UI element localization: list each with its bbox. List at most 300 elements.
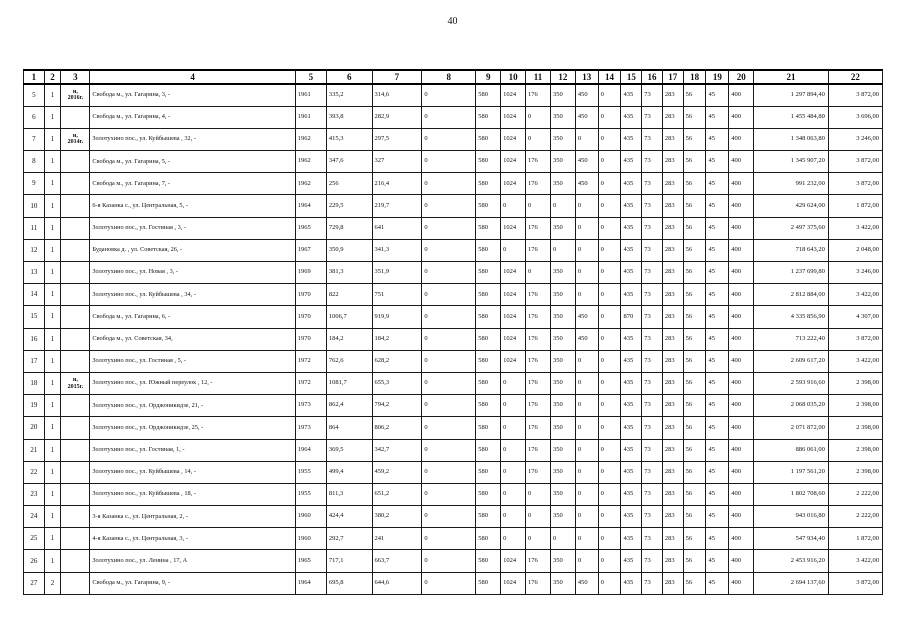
- cell-col-8: 0: [422, 106, 476, 128]
- cell-col-13: 0: [575, 284, 598, 306]
- cell-col-3: [61, 173, 90, 195]
- cell-col-15: 435: [621, 106, 642, 128]
- cell-col-10: 1024: [501, 106, 526, 128]
- cell-col-14: 0: [598, 372, 621, 394]
- cell-col-18: 56: [683, 84, 706, 106]
- cell-col-20: 400: [729, 239, 754, 261]
- cell-col-17: 283: [662, 395, 683, 417]
- cell-col-7: 628,2: [372, 350, 422, 372]
- cell-col-22: 3 696,00: [828, 106, 882, 128]
- cell-col-8: 0: [422, 173, 476, 195]
- cell-col-4: Золотухино пос., ул. Гостиная, 1, -: [90, 439, 295, 461]
- cell-col-22: 2 222,00: [828, 483, 882, 505]
- cell-col-6: 762,6: [326, 350, 372, 372]
- cell-col-2: 1: [44, 284, 61, 306]
- cell-col-22: 3 872,00: [828, 151, 882, 173]
- column-header-2: 2: [44, 70, 61, 84]
- cell-col-20: 400: [729, 195, 754, 217]
- cell-col-4: Свобода м., ул. Советская, 34,: [90, 328, 295, 350]
- cell-col-19: 45: [706, 151, 729, 173]
- cell-col-7: 651,2: [372, 483, 422, 505]
- cell-col-12: 350: [550, 550, 575, 572]
- cell-col-15: 435: [621, 417, 642, 439]
- cell-col-10: 1024: [501, 262, 526, 284]
- cell-col-13: 0: [575, 506, 598, 528]
- cell-col-15: 435: [621, 506, 642, 528]
- cell-col-11: 176: [526, 461, 551, 483]
- table-row: [24, 572, 883, 594]
- cell-col-3: [61, 306, 90, 328]
- cell-col-12: 350: [550, 128, 575, 150]
- cell-col-22: 2 398,00: [828, 417, 882, 439]
- cell-col-20: 400: [729, 328, 754, 350]
- cell-col-10: 1024: [501, 306, 526, 328]
- column-header-12: 12: [550, 70, 575, 84]
- cell-col-12: 0: [550, 528, 575, 550]
- cell-col-3: [61, 350, 90, 372]
- table-row: [24, 173, 883, 195]
- cell-col-9: 580: [476, 217, 501, 239]
- cell-col-13: 0: [575, 439, 598, 461]
- cell-col-6: 229,5: [326, 195, 372, 217]
- cell-col-15: 435: [621, 395, 642, 417]
- cell-col-16: 73: [642, 372, 663, 394]
- cell-col-10: 1024: [501, 84, 526, 106]
- cell-col-16: 73: [642, 528, 663, 550]
- cell-col-9: 580: [476, 84, 501, 106]
- cell-col-4: Свобода м., ул. Гагарина, 6, -: [90, 306, 295, 328]
- cell-col-13: 0: [575, 461, 598, 483]
- cell-col-18: 56: [683, 439, 706, 461]
- cell-col-6: 729,8: [326, 217, 372, 239]
- cell-col-20: 400: [729, 483, 754, 505]
- cell-col-10: 1024: [501, 350, 526, 372]
- cell-col-13: 0: [575, 128, 598, 150]
- cell-col-22: 1 872,00: [828, 195, 882, 217]
- cell-col-21: 429 624,00: [754, 195, 829, 217]
- cell-col-14: 0: [598, 439, 621, 461]
- cell-col-21: 2 812 884,00: [754, 284, 829, 306]
- cell-col-9: 580: [476, 239, 501, 261]
- cell-col-7: 794,2: [372, 395, 422, 417]
- cell-col-2: 1: [44, 106, 61, 128]
- cell-col-18: 56: [683, 173, 706, 195]
- cell-col-12: 350: [550, 151, 575, 173]
- cell-col-3: [61, 328, 90, 350]
- cell-col-16: 73: [642, 151, 663, 173]
- cell-col-9: 580: [476, 506, 501, 528]
- cell-col-22: 3 872,00: [828, 173, 882, 195]
- cell-col-19: 45: [706, 506, 729, 528]
- cell-col-9: 580: [476, 284, 501, 306]
- cell-col-9: 580: [476, 550, 501, 572]
- cell-col-12: 350: [550, 395, 575, 417]
- cell-col-13: 0: [575, 195, 598, 217]
- cell-col-11: 176: [526, 550, 551, 572]
- column-header-1: 1: [24, 70, 45, 84]
- cell-col-14: 0: [598, 328, 621, 350]
- cell-col-12: 350: [550, 372, 575, 394]
- cell-col-14: 0: [598, 417, 621, 439]
- cell-col-16: 73: [642, 84, 663, 106]
- cell-col-6: 350,9: [326, 239, 372, 261]
- cell-col-12: 350: [550, 572, 575, 594]
- cell-col-20: 400: [729, 128, 754, 150]
- cell-col-5: 1955: [295, 461, 326, 483]
- cell-col-2: 1: [44, 395, 61, 417]
- cell-col-3: [61, 506, 90, 528]
- cell-col-18: 56: [683, 550, 706, 572]
- cell-col-14: 0: [598, 262, 621, 284]
- cell-col-12: 350: [550, 439, 575, 461]
- cell-col-14: 0: [598, 483, 621, 505]
- cell-col-17: 283: [662, 239, 683, 261]
- cell-col-16: 73: [642, 483, 663, 505]
- cell-col-10: 1024: [501, 173, 526, 195]
- cell-col-1: 24: [24, 506, 45, 528]
- cell-col-21: 547 934,40: [754, 528, 829, 550]
- cell-col-20: 400: [729, 528, 754, 550]
- cell-col-12: 350: [550, 483, 575, 505]
- cell-col-1: 21: [24, 439, 45, 461]
- cell-col-15: 435: [621, 128, 642, 150]
- header-row: [24, 70, 883, 84]
- cell-col-19: 45: [706, 550, 729, 572]
- cell-col-5: 1970: [295, 284, 326, 306]
- cell-col-13: 0: [575, 372, 598, 394]
- cell-col-15: 435: [621, 173, 642, 195]
- cell-col-11: 176: [526, 217, 551, 239]
- column-header-15: 15: [621, 70, 642, 84]
- cell-col-18: 56: [683, 506, 706, 528]
- cell-col-22: 2 222,00: [828, 506, 882, 528]
- cell-col-6: 717,1: [326, 550, 372, 572]
- cell-col-20: 400: [729, 550, 754, 572]
- cell-col-15: 435: [621, 84, 642, 106]
- cell-col-7: 644,6: [372, 572, 422, 594]
- column-header-9: 9: [476, 70, 501, 84]
- cell-col-2: 1: [44, 262, 61, 284]
- column-header-17: 17: [662, 70, 683, 84]
- table-row: [24, 528, 883, 550]
- cell-col-22: 2 398,00: [828, 372, 882, 394]
- cell-col-4: Золотухино пос., ул. Ленина , 17, А: [90, 550, 295, 572]
- cell-col-20: 400: [729, 506, 754, 528]
- cell-col-7: 751: [372, 284, 422, 306]
- cell-col-7: 380,2: [372, 506, 422, 528]
- cell-col-11: 0: [526, 483, 551, 505]
- cell-col-10: 1024: [501, 328, 526, 350]
- cell-col-14: 0: [598, 284, 621, 306]
- cell-col-20: 400: [729, 173, 754, 195]
- cell-col-1: 23: [24, 483, 45, 505]
- cell-col-6: 424,4: [326, 506, 372, 528]
- cell-col-5: 1973: [295, 417, 326, 439]
- cell-col-16: 73: [642, 106, 663, 128]
- cell-col-9: 580: [476, 350, 501, 372]
- cell-col-17: 283: [662, 461, 683, 483]
- cell-col-6: 292,7: [326, 528, 372, 550]
- cell-col-16: 73: [642, 417, 663, 439]
- cell-col-7: 241: [372, 528, 422, 550]
- cell-col-19: 45: [706, 284, 729, 306]
- cell-col-18: 56: [683, 528, 706, 550]
- cell-col-8: 0: [422, 284, 476, 306]
- cell-col-21: 4 335 856,90: [754, 306, 829, 328]
- cell-col-4: Золотухино пос., ул. Куйбышева , 18, -: [90, 483, 295, 505]
- cell-col-13: 0: [575, 417, 598, 439]
- table-body: [24, 84, 883, 594]
- cell-col-2: 2: [44, 572, 61, 594]
- cell-col-12: 350: [550, 173, 575, 195]
- table-row: [24, 483, 883, 505]
- cell-col-18: 56: [683, 217, 706, 239]
- cell-col-10: 1024: [501, 550, 526, 572]
- cell-col-8: 0: [422, 372, 476, 394]
- table-row: [24, 106, 883, 128]
- cell-col-6: 862,4: [326, 395, 372, 417]
- column-header-16: 16: [642, 70, 663, 84]
- cell-col-7: 806,2: [372, 417, 422, 439]
- cell-col-3: [61, 572, 90, 594]
- cell-col-4: Будановка д. , ул. Советская, 26, -: [90, 239, 295, 261]
- cell-col-6: 369,5: [326, 439, 372, 461]
- cell-col-18: 56: [683, 572, 706, 594]
- cell-col-3: и, 2014г.: [61, 128, 90, 150]
- cell-col-8: 0: [422, 439, 476, 461]
- cell-col-4: Золотухино пос., ул. Куйбышева , 14, -: [90, 461, 295, 483]
- cell-col-2: 1: [44, 306, 61, 328]
- cell-col-5: 1972: [295, 372, 326, 394]
- cell-col-10: 0: [501, 528, 526, 550]
- table-row: [24, 550, 883, 572]
- table-header: [24, 70, 883, 84]
- cell-col-7: 314,6: [372, 84, 422, 106]
- cell-col-17: 283: [662, 328, 683, 350]
- column-header-10: 10: [501, 70, 526, 84]
- cell-col-17: 283: [662, 151, 683, 173]
- cell-col-22: 2 398,00: [828, 395, 882, 417]
- cell-col-15: 435: [621, 483, 642, 505]
- cell-col-9: 580: [476, 461, 501, 483]
- cell-col-10: 0: [501, 395, 526, 417]
- cell-col-17: 283: [662, 417, 683, 439]
- cell-col-2: 1: [44, 528, 61, 550]
- cell-col-13: 0: [575, 350, 598, 372]
- cell-col-5: 1970: [295, 328, 326, 350]
- cell-col-11: 176: [526, 328, 551, 350]
- cell-col-21: 2 068 035,20: [754, 395, 829, 417]
- cell-col-12: 350: [550, 262, 575, 284]
- cell-col-1: 10: [24, 195, 45, 217]
- table-row: [24, 262, 883, 284]
- cell-col-22: 2 398,00: [828, 439, 882, 461]
- cell-col-20: 400: [729, 439, 754, 461]
- cell-col-21: 2 497 375,60: [754, 217, 829, 239]
- cell-col-6: 499,4: [326, 461, 372, 483]
- cell-col-7: 219,7: [372, 195, 422, 217]
- cell-col-21: 1 237 699,80: [754, 262, 829, 284]
- cell-col-19: 45: [706, 128, 729, 150]
- cell-col-5: 1962: [295, 151, 326, 173]
- cell-col-18: 56: [683, 106, 706, 128]
- cell-col-22: 3 872,00: [828, 328, 882, 350]
- cell-col-6: 381,3: [326, 262, 372, 284]
- cell-col-11: 176: [526, 439, 551, 461]
- cell-col-19: 45: [706, 106, 729, 128]
- cell-col-9: 580: [476, 528, 501, 550]
- cell-col-13: 0: [575, 239, 598, 261]
- cell-col-8: 0: [422, 195, 476, 217]
- cell-col-17: 283: [662, 173, 683, 195]
- cell-col-14: 0: [598, 461, 621, 483]
- cell-col-8: 0: [422, 461, 476, 483]
- cell-col-10: 0: [501, 461, 526, 483]
- cell-col-7: 297,5: [372, 128, 422, 150]
- cell-col-5: 1955: [295, 483, 326, 505]
- cell-col-4: Золотухино пос., ул. Орджоникидзе, 21, -: [90, 395, 295, 417]
- cell-col-15: 435: [621, 350, 642, 372]
- cell-col-17: 283: [662, 284, 683, 306]
- cell-col-22: 3 872,00: [828, 572, 882, 594]
- cell-col-19: 45: [706, 239, 729, 261]
- cell-col-5: 1965: [295, 550, 326, 572]
- cell-col-12: 350: [550, 350, 575, 372]
- cell-col-1: 12: [24, 239, 45, 261]
- cell-col-8: 0: [422, 239, 476, 261]
- table-row: [24, 395, 883, 417]
- cell-col-9: 580: [476, 195, 501, 217]
- cell-col-14: 0: [598, 84, 621, 106]
- cell-col-9: 580: [476, 151, 501, 173]
- cell-col-1: 6: [24, 106, 45, 128]
- cell-col-15: 435: [621, 151, 642, 173]
- table-row: [24, 284, 883, 306]
- cell-col-9: 580: [476, 372, 501, 394]
- cell-col-11: 0: [526, 128, 551, 150]
- cell-col-16: 73: [642, 128, 663, 150]
- cell-col-19: 45: [706, 395, 729, 417]
- cell-col-5: 1970: [295, 306, 326, 328]
- cell-col-16: 73: [642, 506, 663, 528]
- cell-col-16: 73: [642, 306, 663, 328]
- cell-col-21: 718 643,20: [754, 239, 829, 261]
- cell-col-8: 0: [422, 217, 476, 239]
- cell-col-21: 2 609 617,20: [754, 350, 829, 372]
- cell-col-2: 1: [44, 350, 61, 372]
- cell-col-6: 256: [326, 173, 372, 195]
- cell-col-21: 1 345 907,20: [754, 151, 829, 173]
- cell-col-10: 0: [501, 506, 526, 528]
- cell-col-21: 886 061,00: [754, 439, 829, 461]
- table-row: [24, 350, 883, 372]
- cell-col-7: 184,2: [372, 328, 422, 350]
- cell-col-21: 2 694 137,60: [754, 572, 829, 594]
- cell-col-2: 1: [44, 128, 61, 150]
- cell-col-22: 2 398,00: [828, 461, 882, 483]
- cell-col-6: 335,2: [326, 84, 372, 106]
- column-header-13: 13: [575, 70, 598, 84]
- cell-col-9: 580: [476, 306, 501, 328]
- cell-col-5: 1962: [295, 128, 326, 150]
- cell-col-15: 435: [621, 572, 642, 594]
- cell-col-7: 641: [372, 217, 422, 239]
- cell-col-21: 2 071 872,00: [754, 417, 829, 439]
- cell-col-18: 56: [683, 483, 706, 505]
- cell-col-14: 0: [598, 572, 621, 594]
- cell-col-6: 184,2: [326, 328, 372, 350]
- cell-col-4: Золотухино пос., ул. Гостиная , 3, -: [90, 217, 295, 239]
- cell-col-18: 56: [683, 195, 706, 217]
- cell-col-7: 655,3: [372, 372, 422, 394]
- cell-col-11: 176: [526, 284, 551, 306]
- cell-col-21: 1 455 484,80: [754, 106, 829, 128]
- cell-col-18: 56: [683, 350, 706, 372]
- table-row: [24, 506, 883, 528]
- cell-col-10: 0: [501, 195, 526, 217]
- cell-col-13: 450: [575, 173, 598, 195]
- cell-col-12: 0: [550, 239, 575, 261]
- cell-col-1: 7: [24, 128, 45, 150]
- cell-col-20: 400: [729, 395, 754, 417]
- cell-col-3: [61, 239, 90, 261]
- cell-col-19: 45: [706, 262, 729, 284]
- cell-col-8: 0: [422, 572, 476, 594]
- cell-col-18: 56: [683, 417, 706, 439]
- cell-col-5: 1962: [295, 173, 326, 195]
- cell-col-12: 350: [550, 506, 575, 528]
- cell-col-16: 73: [642, 217, 663, 239]
- cell-col-4: Свобода м., ул. Гагарина, 9, -: [90, 572, 295, 594]
- cell-col-17: 283: [662, 262, 683, 284]
- column-header-6: 6: [326, 70, 372, 84]
- cell-col-12: 350: [550, 217, 575, 239]
- cell-col-19: 45: [706, 350, 729, 372]
- cell-col-2: 1: [44, 173, 61, 195]
- cell-col-6: 347,6: [326, 151, 372, 173]
- cell-col-14: 0: [598, 350, 621, 372]
- cell-col-22: 3 422,00: [828, 550, 882, 572]
- cell-col-8: 0: [422, 306, 476, 328]
- cell-col-19: 45: [706, 195, 729, 217]
- cell-col-15: 435: [621, 528, 642, 550]
- cell-col-15: 435: [621, 439, 642, 461]
- cell-col-20: 400: [729, 106, 754, 128]
- cell-col-12: 350: [550, 328, 575, 350]
- cell-col-5: 1964: [295, 439, 326, 461]
- cell-col-1: 5: [24, 84, 45, 106]
- cell-col-8: 0: [422, 506, 476, 528]
- cell-col-13: 0: [575, 262, 598, 284]
- cell-col-12: 350: [550, 417, 575, 439]
- cell-col-9: 580: [476, 395, 501, 417]
- cell-col-7: 919,9: [372, 306, 422, 328]
- cell-col-10: 0: [501, 417, 526, 439]
- cell-col-18: 56: [683, 328, 706, 350]
- cell-col-5: 1967: [295, 239, 326, 261]
- cell-col-9: 580: [476, 572, 501, 594]
- cell-col-10: 0: [501, 483, 526, 505]
- cell-col-21: 1 197 561,20: [754, 461, 829, 483]
- cell-col-10: 1024: [501, 151, 526, 173]
- cell-col-2: 1: [44, 417, 61, 439]
- cell-col-21: 1 297 894,40: [754, 84, 829, 106]
- column-header-14: 14: [598, 70, 621, 84]
- table-row: [24, 461, 883, 483]
- cell-col-14: 0: [598, 151, 621, 173]
- column-header-11: 11: [526, 70, 551, 84]
- cell-col-9: 580: [476, 106, 501, 128]
